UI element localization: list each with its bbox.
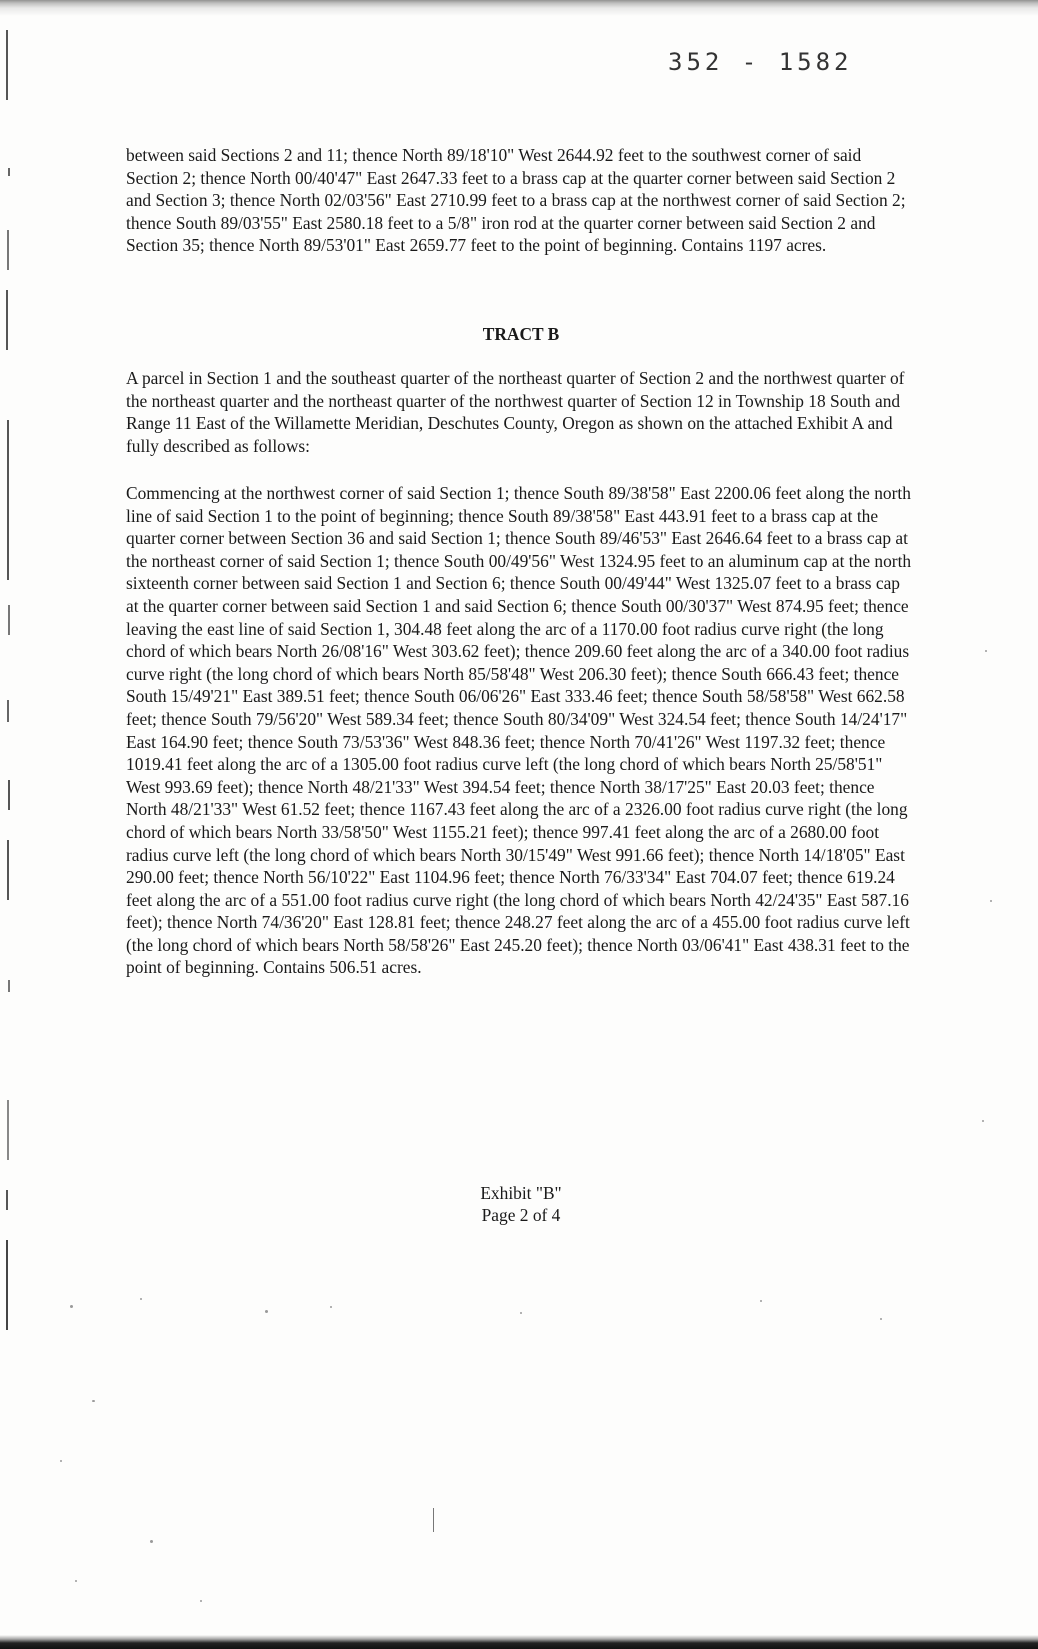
tract-b-intro: A parcel in Section 1 and the southeast quarter of the northeast quarter of Section 2 and the northwest quarter of the northeast quarter and the northeast quarter of the northwest quarter of Section 12 in Township 18 South and Range 11 East of the Willamette Meridian, Deschutes County, Oregon as shown on the attached Exhibit A and fully described as follows: [126, 368, 905, 456]
scan-top-edge-shadow [0, 0, 1038, 16]
document-reference-number: 352 - 1582 [668, 48, 853, 76]
scan-artifact-mark [433, 1508, 434, 1532]
legal-description-continuation: between said Sections 2 and 11; thence North 89/18'10" West 2644.92 feet to the southwest corner of said Section 2; thence North 00/40'47" East 2647.33 feet to a brass cap at the quarter corner between said Section 2 and Section 3; thence North 02/03'56" East 2710.99 feet to a brass cap at the northwest corner of said Section 2; thence South 89/03'55" East 2580.18 feet to a 5/8" iron rod at the quarter corner between said Section 2 and Section 35; thence North 89/53'01" East 2659.77 feet to the point of beginning. Contains 1197 acres. [126, 145, 906, 256]
margin-binding-marks [4, 20, 18, 1620]
page-number: Page 2 of 4 [481, 1205, 561, 1225]
scan-bottom-edge-shadow [0, 1635, 1038, 1649]
tract-b-heading: TRACT B [482, 324, 560, 344]
exhibit-footer [126, 1182, 916, 1226]
exhibit-label: Exhibit "B" [480, 1183, 562, 1203]
tract-b-metes-and-bounds: Commencing at the northwest corner of said Section 1; thence South 89/38'58" East 2200.06 feet along the north line of said Section 1 to the point of beginning; thence South 89/38'58" East 443.91 feet to a brass cap at the quarter corner between Section 36 and said Section 1; thence South 89/46'53" East 2646.64 feet to a brass cap at the northeast corner of said Section 1; thence South 00/49'56" West 1324.95 feet to an aluminum cap at the north sixteenth corner between said Section 1 and Section 6; thence South 00/49'44" West 1325.07 feet to a brass cap at the quarter corner between said Section 1 and said Section 6; thence South 00/30'37" West 874.95 feet; thence leaving the east line of said Section 1, 304.48 feet along the arc of a 1170.00 foot radius curve right (the long chord of which bears North 26/08'16" West 303.62 feet); thence 209.60 feet along the arc of a 340.00 foot radius curve right (the long chord of which bears North 85/58'48" West 206.30 feet); thence South 666.43 feet; thence South 15/49'21" East 389.51 feet; thence South 06/06'26" East 333.46 feet; thence South 58/58'58" West 662.58 feet; thence South 79/56'20" West 589.34 feet; thence South 80/34'09" West 324.54 feet; thence South 14/24'17" East 164.90 feet; thence South 73/53'36" West 848.36 feet; thence North 70/41'26" West 1197.32 feet; thence 1019.41 feet along the arc of a 1305.00 foot radius curve left (the long chord of which bears North 25/58'51" West 993.69 feet); thence North 48/21'33" West 394.54 feet; thence North 38/17'25" East 20.03 feet; thence North 48/21'33" West 61.52 feet; thence 1167.43 feet along the arc of a 2326.00 foot radius curve right (the long chord of which bears North 33/58'50" West 1155.21 feet); thence 997.41 feet along the arc of a 2680.00 foot radius curve left (the long chord of which bears North 30/15'49" West 991.66 feet); thence North 14/18'05" East 290.00 feet; thence North 56/10'22" East 1104.96 feet; thence North 76/33'34" East 704.07 feet; thence 619.24 feet along the arc of a 551.00 foot radius curve right (the long chord of which bears North 42/24'35" East 587.16 feet); thence North 74/36'20" East 128.81 feet; thence 248.27 feet along the arc of a 455.00 foot radius curve left (the long chord of which bears North 58/58'26" East 245.20 feet); thence North 03/06'41" East 438.31 feet to the point of beginning. Contains 506.51 acres. [126, 483, 912, 978]
